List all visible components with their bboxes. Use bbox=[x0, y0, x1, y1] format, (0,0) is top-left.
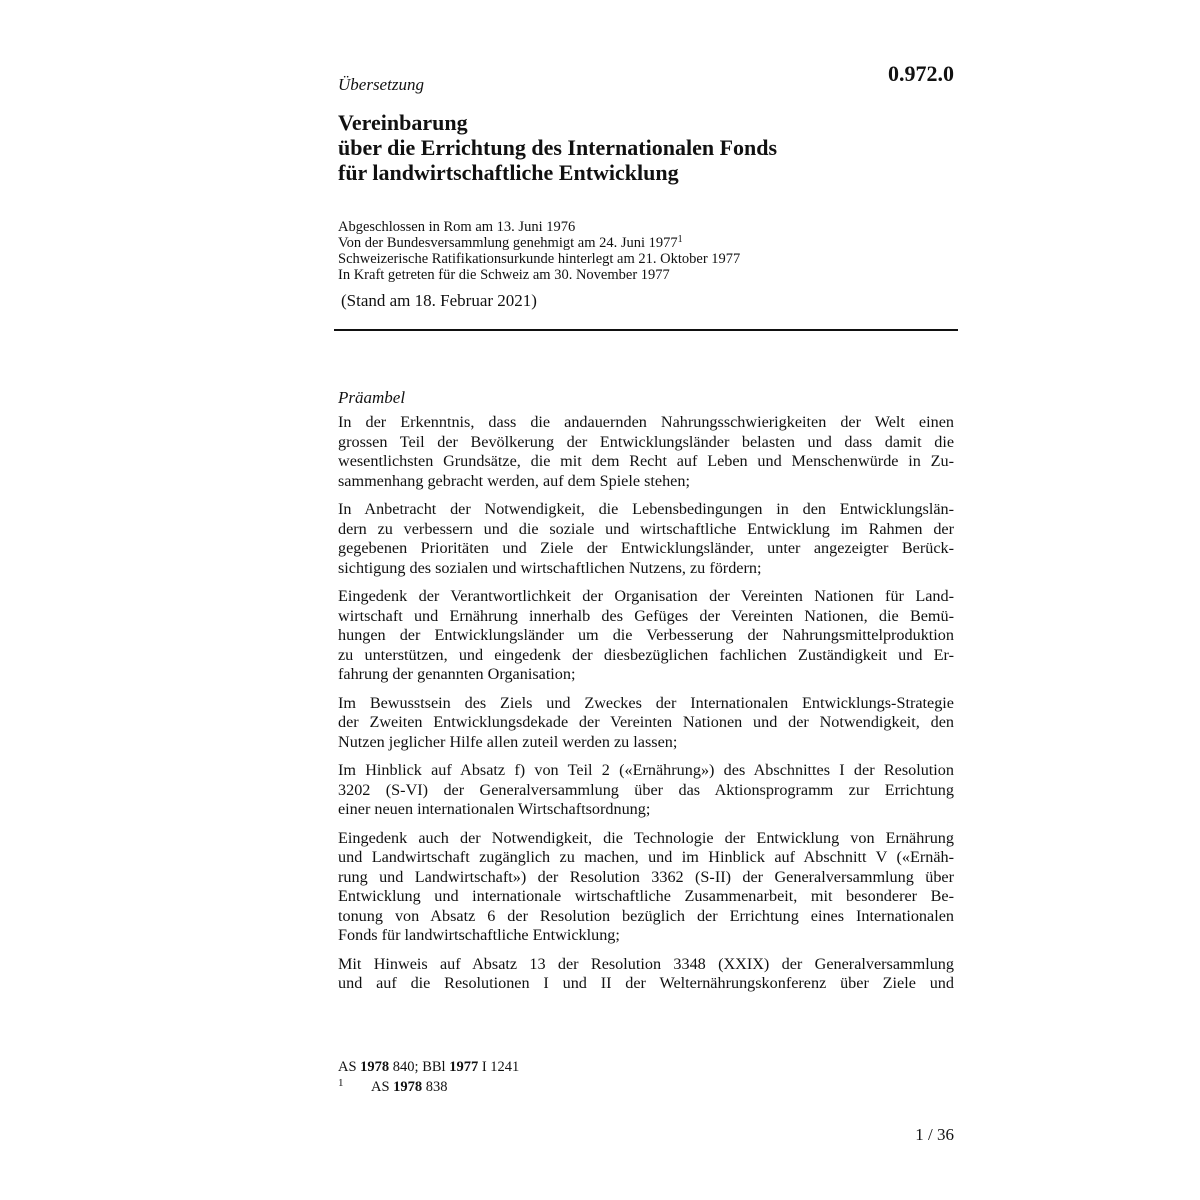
paragraph-line: sammenhang gebracht werden, auf dem Spiele stehen; bbox=[338, 471, 690, 490]
paragraph-line: Im Hinblick auf Absatz f) von Teil 2 («Ernährung») des Abschnittes I der Resolution bbox=[338, 761, 954, 779]
preamble-body bbox=[338, 413, 954, 1003]
footnotes bbox=[338, 1057, 519, 1097]
paragraph-line: und Landwirtschaft zugänglich zu machen, und im Hinblick auf Abschnitt V («Ernäh- bbox=[338, 848, 954, 866]
in-force-date: In Kraft getreten für die Schweiz am 30. November 1977 bbox=[338, 267, 670, 283]
footnote-ref-1[interactable]: 1 bbox=[677, 234, 683, 245]
sr-number: 0.972.0 bbox=[888, 61, 954, 86]
status-date: (Stand am 18. Februar 2021) bbox=[341, 291, 537, 310]
paragraph-line: Im Bewusstsein des Ziels und Zweckes der Internationalen Entwicklungs-Strategie bbox=[338, 693, 954, 712]
paragraph-line: Mit Hinweis auf Absatz 13 der Resolution 3348 (XXIX) der Generalversammlung bbox=[338, 954, 954, 973]
document-title bbox=[338, 110, 958, 185]
translation-label: Übersetzung bbox=[338, 75, 424, 94]
approved-date: Von der Bundesversammlung genehmigt am 24. Juni 1977$^1$ bbox=[338, 234, 683, 251]
paragraph-line: wesentlichsten Grundsätze, die mit dem Recht auf Leben und Menschenwürde in Zu- bbox=[338, 452, 954, 470]
preamble-paragraph bbox=[338, 955, 954, 994]
paragraph-line: Eingedenk der Verantwortlichkeit der Organisation der Vereinten Nationen für Land- bbox=[338, 587, 954, 605]
paragraph-line: einer neuen internationalen Wirtschaftsordnung; bbox=[338, 800, 651, 818]
footnote-1: 1 AS 1978 838 bbox=[338, 1077, 448, 1095]
paragraph-line: hungen der Entwicklungsländer um die Verbesserung der Nahrungsmittelproduktion bbox=[338, 626, 954, 644]
preamble-paragraph bbox=[338, 829, 954, 946]
treaty-metadata bbox=[338, 219, 958, 283]
paragraph-line: In der Erkenntnis, dass die andauernden Nahrungsschwierigkeiten der Welt einen bbox=[338, 413, 954, 431]
paragraph-line: wirtschaft und Ernährung innerhalb des Gefüges der Vereinten Nationen, die Bemü- bbox=[338, 606, 954, 625]
paragraph-line: dern zu verbessern und die soziale und wirtschaftliche Entwicklung im Rahmen der bbox=[338, 519, 954, 538]
concluded-date: Abgeschlossen in Rom am 13. Juni 1976 bbox=[338, 219, 576, 235]
paragraph-line: 3202 (S-VI) der Generalversammlung über das Aktionsprogramm zur Errichtung bbox=[338, 780, 954, 799]
paragraph-line: zu unterstützen, und eingedenk der diesbezüglichen fachlichen Zuständigkeit und Er- bbox=[338, 645, 954, 664]
preamble-paragraph bbox=[338, 694, 954, 753]
paragraph-line: Entwicklung und internationale wirtschaftliche Zusammenarbeit, mit besonderer Be- bbox=[338, 887, 954, 905]
publication-reference: AS 1978 840; BBl 1977 I 1241 bbox=[338, 1059, 520, 1075]
preamble-paragraph bbox=[338, 761, 954, 820]
title-line-1: Vereinbarung bbox=[338, 110, 468, 135]
paragraph-line: tonung von Absatz 6 der Resolution bezüglich der Errichtung eines Internationalen bbox=[338, 906, 954, 925]
paragraph-line: der Zweiten Entwicklungsdekade der Vereinten Nationen und der Notwendigkeit, den bbox=[338, 713, 954, 731]
paragraph-line: Nutzen jeglicher Hilfe allen zuteil werden zu lassen; bbox=[338, 732, 678, 751]
paragraph-line: gegebenen Prioritäten und Ziele der Entwicklungsländer, unter angezeigter Berück- bbox=[338, 539, 954, 557]
page-number: 1 / 36 bbox=[915, 1125, 954, 1144]
preamble-paragraph bbox=[338, 500, 954, 578]
ratification-date: Schweizerische Ratifikationsurkunde hinterlegt am 21. Oktober 1977 bbox=[338, 251, 741, 267]
header-divider bbox=[334, 329, 958, 331]
paragraph-line: In Anbetracht der Notwendigkeit, die Lebensbedingungen in den Entwicklungslän- bbox=[338, 500, 954, 518]
paragraph-line: fahrung der genannten Organisation; bbox=[338, 665, 576, 683]
paragraph-line: rung und Landwirtschaft») der Resolution 3362 (S-II) der Generalversammlung über bbox=[338, 867, 954, 886]
paragraph-line: Eingedenk auch der Notwendigkeit, die Technologie der Entwicklung von Ernährung bbox=[338, 828, 954, 847]
paragraph-line: und auf die Resolutionen I und II der Welternährungskonferenz über Ziele und bbox=[338, 974, 954, 992]
paragraph-line: grossen Teil der Bevölkerung der Entwicklungsländer belasten und dass damit die bbox=[338, 432, 954, 451]
title-line-2: über die Errichtung des Internationalen Fonds bbox=[338, 135, 778, 160]
preamble-heading: Präambel bbox=[338, 388, 406, 407]
preamble-paragraph bbox=[338, 587, 954, 685]
title-line-3: für landwirtschaftliche Entwicklung bbox=[338, 160, 679, 185]
preamble-paragraph bbox=[338, 413, 954, 491]
paragraph-line: sichtigung des sozialen und wirtschaftlichen Nutzens, zu fördern; bbox=[338, 558, 762, 577]
paragraph-line: Fonds für landwirtschaftliche Entwicklung; bbox=[338, 926, 620, 944]
